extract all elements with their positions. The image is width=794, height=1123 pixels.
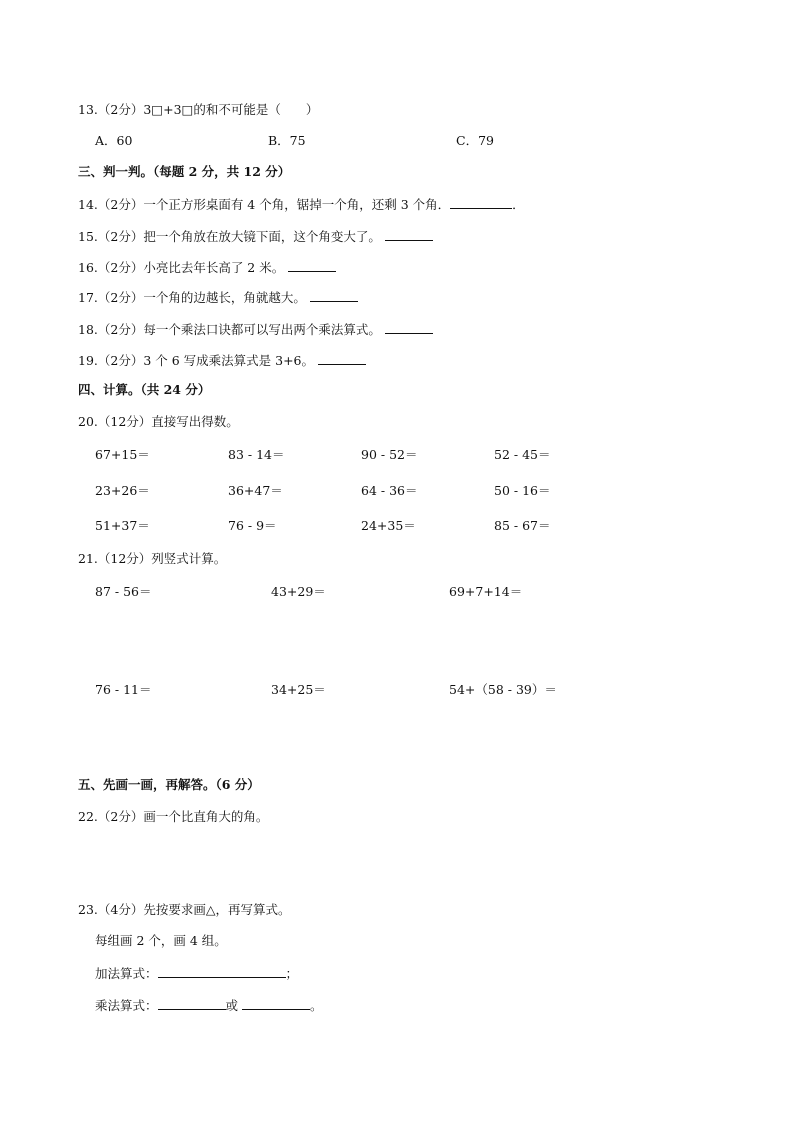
q13-option-a: A．60	[95, 133, 133, 148]
question-13: 13.（2分）3□+3□的和不可能是（ ）	[78, 102, 319, 117]
answer-blank[interactable]	[450, 195, 512, 209]
answer-blank[interactable]	[385, 227, 433, 241]
calc-item: 64 - 36＝	[361, 483, 418, 498]
q13-option-c: C．79	[456, 133, 494, 148]
calc-item: 50 - 16＝	[494, 483, 551, 498]
calc-item: 90 - 52＝	[361, 447, 418, 462]
question-14: 14.（2分）一个正方形桌面有 4 个角，锯掉一个角，还剩 3 个角． ．	[78, 197, 525, 212]
vertical-calc-item: 54+（58 - 39）＝	[449, 682, 557, 697]
question-17: 17.（2分）一个角的边越长，角就越大。	[78, 288, 358, 307]
answer-blank[interactable]	[310, 288, 358, 302]
vertical-calc-item: 69+7+14＝	[449, 584, 523, 599]
addition-answer-blank[interactable]	[158, 964, 286, 978]
vertical-calc-item: 87 - 56＝	[95, 584, 152, 599]
calc-item: 24+35＝	[361, 518, 416, 533]
question-15: 15.（2分）把一个角放在放大镜下面，这个角变大了。	[78, 227, 433, 246]
question-21: 21.（12分）列竖式计算。	[78, 551, 227, 566]
multiplication-answer-blank-1[interactable]	[158, 996, 226, 1010]
question-18: 18.（2分）每一个乘法口诀都可以写出两个乘法算式。	[78, 320, 433, 339]
vertical-calc-item: 76 - 11＝	[95, 682, 152, 697]
vertical-calc-item: 34+25＝	[271, 682, 326, 697]
multiplication-answer-blank-2[interactable]	[242, 996, 310, 1010]
q13-option-b: B．75	[268, 133, 306, 148]
q23-instruction: 每组画 2 个，画 4 组。	[95, 933, 227, 948]
calc-item: 36+47＝	[228, 483, 283, 498]
answer-blank[interactable]	[318, 351, 366, 365]
calc-item: 83 - 14＝	[228, 447, 285, 462]
vertical-calc-item: 43+29＝	[271, 584, 326, 599]
q23-addition-line: 加法算式： ；	[95, 966, 299, 981]
calc-item: 85 - 67＝	[494, 518, 551, 533]
answer-blank[interactable]	[288, 258, 336, 272]
question-19: 19.（2分）3 个 6 写成乘法算式是 3+6。	[78, 351, 366, 370]
answer-blank[interactable]	[385, 320, 433, 334]
q23-multiplication-line: 乘法算式： 或 。	[95, 998, 323, 1013]
calc-item: 52 - 45＝	[494, 447, 551, 462]
section-5-heading: 五、先画一画，再解答。（6 分）	[78, 777, 260, 792]
section-3-heading: 三、判一判。（每题 2 分，共 12 分）	[78, 164, 291, 179]
calc-item: 67+15＝	[95, 447, 150, 462]
calc-item: 76 - 9＝	[228, 518, 277, 533]
question-20: 20.（12分）直接写出得数。	[78, 414, 239, 429]
question-23: 23.（4分）先按要求画△，再写算式。	[78, 902, 291, 917]
calc-item: 23+26＝	[95, 483, 150, 498]
question-22: 22.（2分）画一个比直角大的角。	[78, 809, 269, 824]
question-16: 16.（2分）小亮比去年长高了 2 米。	[78, 258, 336, 277]
section-4-heading: 四、计算。（共 24 分）	[78, 382, 211, 397]
calc-item: 51+37＝	[95, 518, 150, 533]
